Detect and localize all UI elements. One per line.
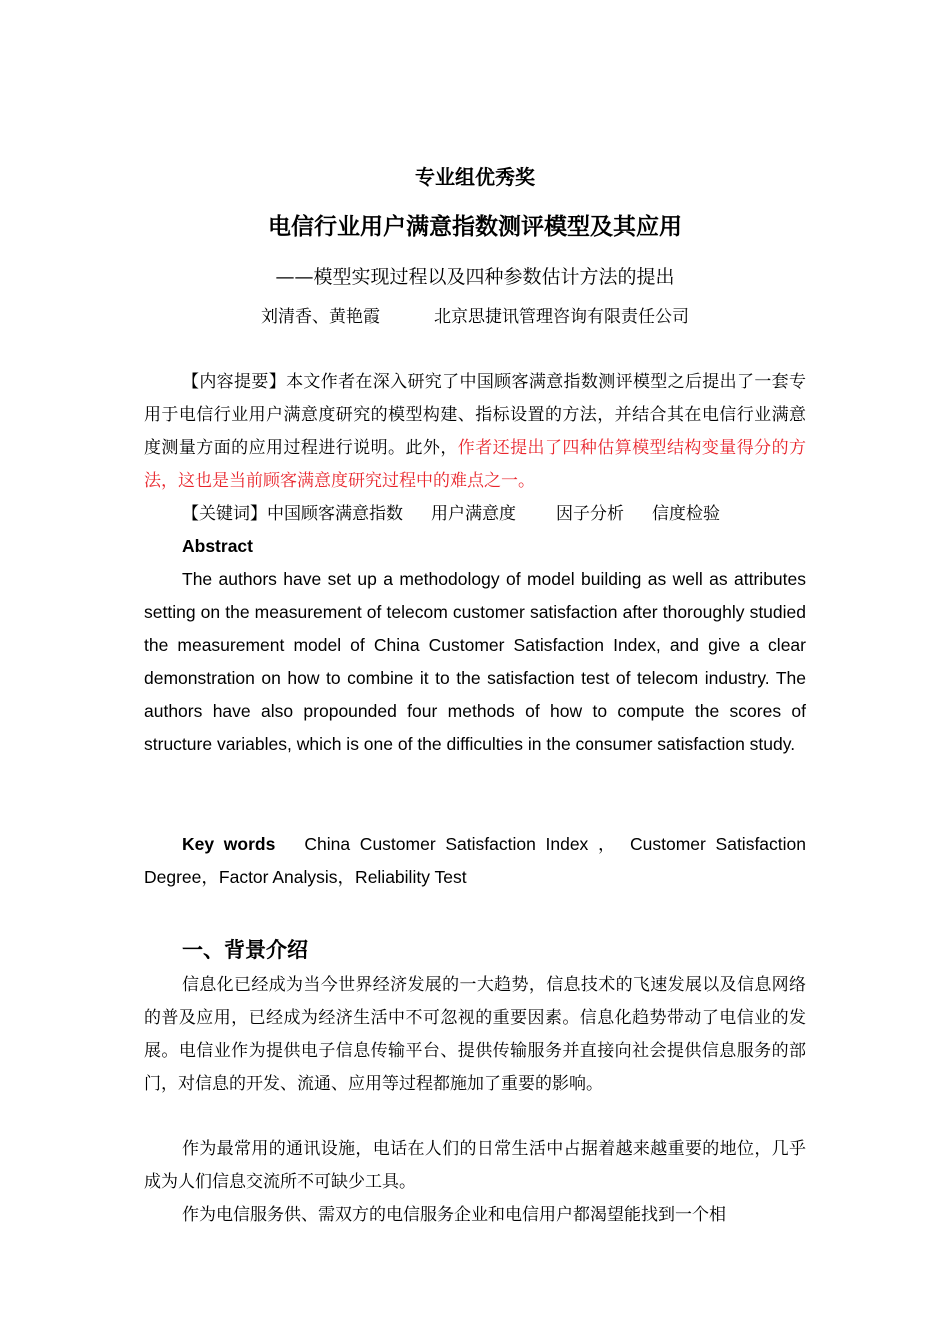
body-paragraph: 作为最常用的通讯设施，电话在人们的日常生活中占据着越来越重要的地位，几乎成为人们信息交流所不可缺少工具。 [144, 1139, 806, 1192]
author-names: 刘清香、黄艳霞 [260, 307, 380, 327]
keywords-cn-label: 【关键词】 [182, 504, 267, 524]
document-page [144, 0, 806, 1344]
body-paragraph: 作为电信服务供、需双方的电信服务企业和电信用户都渴望能找到一个相 [182, 1205, 726, 1225]
author-line [144, 302, 806, 332]
author-affiliation: 北京思捷讯管理咨询有限责任公司 [434, 307, 690, 327]
keywords-en-label: Key words [182, 834, 276, 854]
paper-subtitle: ——模型实现过程以及四种参数估计方法的提出 [275, 266, 675, 288]
paper-title: 电信行业用户满意指数测评模型及其应用 [268, 213, 682, 240]
keywords-en [144, 828, 806, 894]
content-summary [144, 366, 806, 498]
keywords-cn [144, 498, 806, 531]
abstract-text: The authors have set up a methodology of model building as well as attributes setting on the measurement of telecom customer satisfaction after thoroughly studied the measurement model of China Customer Satisfaction Index, and give a clear demonstration on how to combine it to the satisfaction test of telecom industry. The authors have also propounded four methods of how to compute the scores of structure variables, which is one of the difficulties in the consumer satisfaction study. [144, 569, 806, 754]
abstract-heading: Abstract [182, 536, 253, 556]
keywords-en-text: China Customer Satisfaction Index ， Customer Satisfaction Degree，Factor Analysis，Reliability Test [144, 834, 807, 887]
body-paragraph: 信息化已经成为当今世界经济发展的一大趋势，信息技术的飞速发展以及信息网络的普及应用，已经成为经济生活中不可忽视的重要因素。信息化趋势带动了电信业的发展。电信业作为提供电子信息传输平台、提供传输服务并直接向社会提供信息服务的部门，对信息的开发、流通、应用等过程都施加了重要的影响。 [144, 975, 806, 1094]
keyword-item: 因子分析 [556, 504, 624, 524]
keyword-item: 信度检验 [652, 504, 720, 524]
keyword-item: 中国顾客满意指数 [267, 504, 403, 524]
summary-label: 【内容提要】 [182, 372, 287, 392]
keyword-item: 用户满意度 [431, 504, 516, 524]
summary-highlight: 作者还提出了四种估算模型结构变量得分的方法，这也是当前顾客满意度研究过程中的难点之一。 [144, 438, 807, 491]
section-heading: 一、背景介绍 [182, 937, 308, 962]
summary-text: 本文作者在深入研究了中国顾客满意指数测评模型之后提出了一套专用于电信行业用户满意度研究的模型构建、指标设置的方法，并结合其在电信行业满意度测量方面的应用过程进行说明。此外， [144, 372, 807, 458]
award-label: 专业组优秀奖 [415, 165, 535, 189]
